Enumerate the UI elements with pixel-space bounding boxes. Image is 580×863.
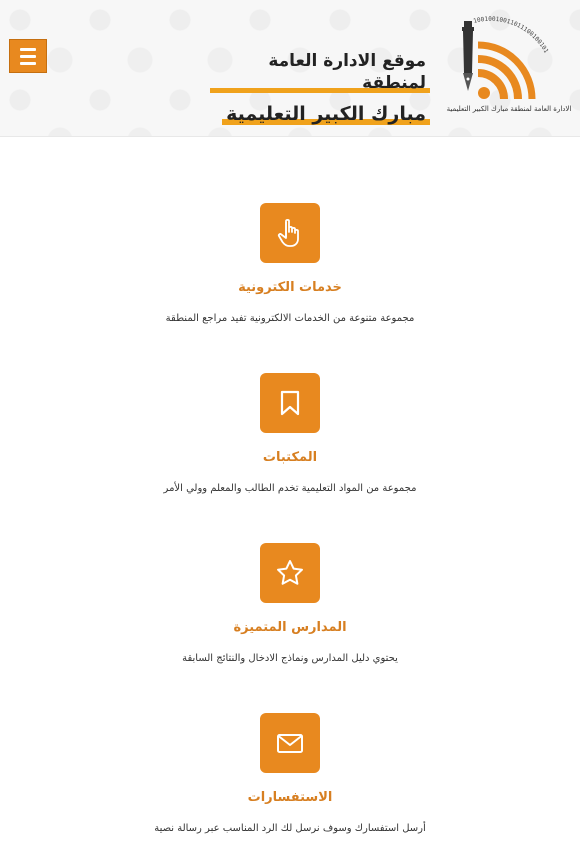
feature-icon-box[interactable] xyxy=(260,543,320,603)
bookmark-icon xyxy=(276,389,304,417)
feature-title[interactable]: الاستفسارات xyxy=(247,790,333,805)
feature-eservices[interactable] xyxy=(0,203,580,326)
feature-description: يحتوي دليل المدارس ونماذج الادخال والنتائج السابقة xyxy=(182,653,398,664)
feature-title[interactable]: خدمات الكترونية xyxy=(238,280,342,295)
menu-button[interactable] xyxy=(9,39,47,73)
feature-title[interactable]: المدارس المتميزة xyxy=(233,620,347,635)
star-icon xyxy=(275,558,305,588)
site-header xyxy=(0,0,580,137)
svg-text:10010010011011100100101 xyxy=(473,16,550,55)
feature-icon-box[interactable] xyxy=(260,373,320,433)
feature-distinguished-schools[interactable] xyxy=(0,543,580,666)
site-title-line1: موقع الادارة العامة لمنطقة xyxy=(210,50,430,94)
feature-icon-box[interactable] xyxy=(260,713,320,773)
feature-description: مجموعة متنوعة من الخدمات الالكترونية تفيد مراجع المنطقة xyxy=(165,313,415,324)
logo-binary-text: 10010010011011100100101 xyxy=(472,15,550,55)
site-title-line2: مبارك الكبير التعليمية xyxy=(222,102,430,126)
feature-icon-box[interactable] xyxy=(260,203,320,263)
feature-title[interactable]: المكتبات xyxy=(262,450,318,465)
feature-libraries[interactable] xyxy=(0,373,580,496)
feature-description: مجموعة من المواد التعليمية تخدم الطالب والمعلم وولي الأمر xyxy=(163,483,417,494)
pointing-hand-icon xyxy=(274,217,306,249)
hamburger-icon xyxy=(20,48,36,51)
feature-inquiries[interactable] xyxy=(0,713,580,836)
site-logo[interactable] xyxy=(444,13,574,115)
feature-description: أرسل استفسارك وسوف نرسل لك الرد المناسب عبر رسالة نصية xyxy=(154,823,426,834)
rss-pen-logo-icon xyxy=(444,13,574,115)
site-title[interactable] xyxy=(210,50,430,125)
logo-caption: الادارة العامة لمنطقة مبارك الكبير التعليمية xyxy=(446,105,572,113)
envelope-icon xyxy=(275,728,305,758)
